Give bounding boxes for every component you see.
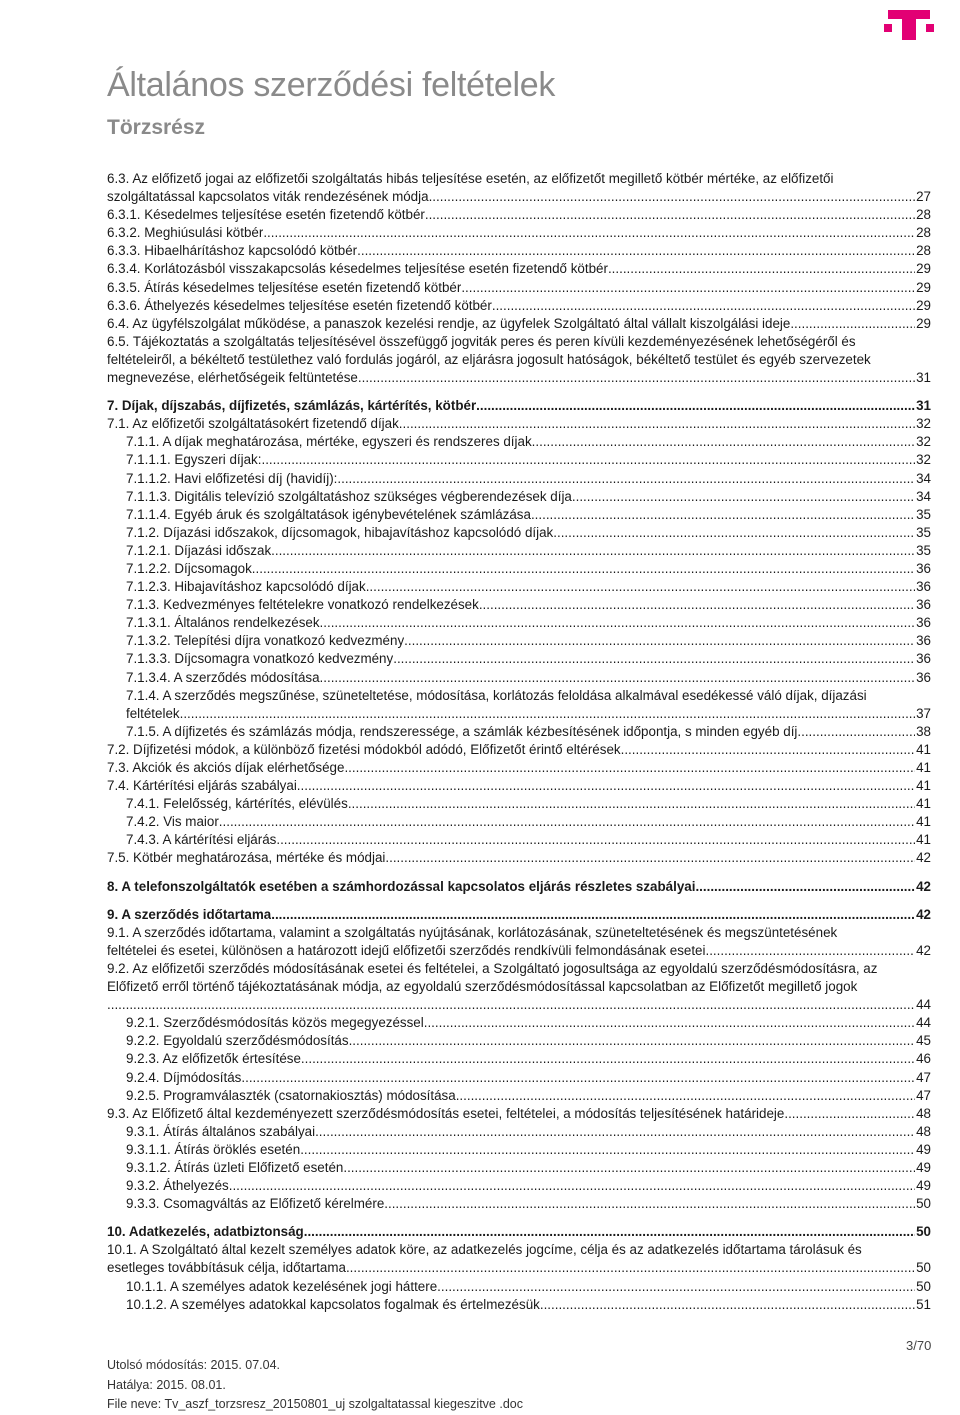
- toc-entry[interactable]: [107, 1195, 931, 1213]
- toc-entry[interactable]: [107, 777, 931, 795]
- toc-page-number: 41: [916, 796, 931, 812]
- toc-leader-dots: [315, 1123, 915, 1141]
- toc-entry-leader-line: [107, 188, 931, 206]
- toc-entry-title: 9.2.4. Díjmódosítás: [126, 1069, 242, 1085]
- toc-entry-leader-line: [107, 849, 931, 867]
- toc-entry[interactable]: [107, 578, 931, 596]
- toc-entry-title: 7.1.2.3. Hibajavításhoz kapcsolódó díjak: [126, 579, 366, 595]
- toc-entry-leader-line: [107, 369, 931, 387]
- toc-entry[interactable]: [107, 1296, 931, 1314]
- toc-entry-title: feltételei és esetei, különösen a határozott idejű előfizetői szerződés rendkívüli felmondásának esetei: [107, 942, 706, 958]
- toc-entry[interactable]: [107, 614, 931, 632]
- toc-leader-dots: [540, 1296, 915, 1314]
- toc-entry[interactable]: [107, 813, 931, 831]
- toc-entry-title: 6.3.2. Meghiúsulási kötbér: [107, 225, 264, 241]
- toc-page-number: 36: [916, 633, 931, 649]
- toc-leader-dots: [429, 188, 916, 206]
- toc-entry-title: 7.4.1. Felelősség, kártérítés, elévülés: [126, 796, 348, 812]
- toc-entry[interactable]: [107, 960, 931, 1014]
- toc-page-number: 28: [916, 207, 931, 223]
- toc-entry-leader-line: [126, 1014, 931, 1032]
- toc-page-number: 47: [916, 1087, 931, 1103]
- toc-entry[interactable]: [107, 206, 931, 224]
- toc-entry-title: 9.2.1. Szerződésmódosítás közös megegyezéssel: [126, 1015, 424, 1031]
- toc-entry-title: 6.3.1. Késedelmes teljesítése esetén fizetendő kötbér: [107, 207, 425, 223]
- toc-entry-title: 7.1.2.2. Díjcsomagok: [126, 560, 252, 576]
- toc-entry-leader-line: [107, 224, 931, 242]
- toc-leader-dots: [276, 831, 915, 849]
- toc-entry[interactable]: [107, 1223, 931, 1241]
- toc-entry-leader-line: [126, 1278, 931, 1296]
- toc-page-number: 41: [916, 760, 931, 775]
- toc-entry-title: 7.3. Akciók és akciós díjak elérhetősége: [107, 760, 345, 775]
- toc-entry-leader-line: [126, 470, 931, 488]
- footer: [107, 1356, 523, 1415]
- toc-page-number: 37: [916, 705, 931, 721]
- toc-entry-leader-line: [107, 260, 931, 278]
- toc-entry-title: 10.1.1. A személyes adatok kezelésének jogi háttere: [126, 1278, 438, 1294]
- toc-entry-leader-line: [126, 1141, 931, 1159]
- toc-page-number: 36: [916, 560, 931, 576]
- toc-page-number: 27: [916, 189, 931, 205]
- toc-entry-title: szolgáltatással kapcsolatos viták rendezésének módja: [107, 189, 429, 205]
- toc-entry-leader-line: [107, 1223, 931, 1241]
- document-subtitle: Törzsrész: [107, 116, 206, 139]
- toc-entry-line: 6.3. Az előfizető jogai az előfizetői szolgáltatás hibás teljesítése esetén, az előfizetőt megillető kötbér mértéke, az előfizetői: [107, 171, 834, 186]
- toc-page-number: 48: [916, 1123, 931, 1139]
- toc-page-number: 41: [916, 778, 931, 794]
- toc-page-number: 29: [916, 297, 931, 313]
- toc-entry[interactable]: [107, 224, 931, 242]
- logo-dot-right: [926, 24, 934, 32]
- toc-entry-title: 6.3.4. Korlátozásból visszakapcsolás késedelmes teljesítése esetén fizetendő kötbér: [107, 261, 608, 277]
- toc-entry-title: 7.1.2.1. Díjazási időszak: [126, 542, 272, 558]
- toc-leader-dots: [476, 397, 915, 415]
- toc-entry-leader-line: [126, 542, 931, 560]
- toc-page-number: 51: [916, 1296, 931, 1312]
- toc-page-number: 38: [916, 723, 931, 739]
- toc-leader-dots: [425, 206, 915, 224]
- toc-leader-dots: [180, 705, 915, 723]
- toc-entry-leader-line: [107, 242, 931, 260]
- toc-entry-title: 9.3.1.1. Átírás öröklés esetén: [126, 1141, 301, 1157]
- toc-entry-title: 7.1.1.3. Digitális televízió szolgáltatáshoz szükséges végberendezések díja: [126, 488, 572, 504]
- toc-leader-dots: [479, 596, 915, 614]
- toc-entry[interactable]: [107, 1050, 931, 1068]
- toc-leader-dots: [343, 1159, 915, 1177]
- toc-entry-leader-line: [126, 795, 931, 813]
- toc-entry-title: 7.1.2. Díjazási időszakok, díjcsomagok, hibajavításhoz kapcsolódó díjak: [126, 524, 554, 540]
- toc-entry-leader-line: [126, 578, 931, 596]
- toc-entry[interactable]: [107, 451, 931, 469]
- toc-entry[interactable]: [107, 506, 931, 524]
- toc-entry[interactable]: [107, 741, 931, 759]
- toc-page-number: 34: [916, 488, 931, 504]
- toc-leader-dots: [320, 614, 916, 632]
- toc-entry-leader-line: [107, 315, 931, 333]
- toc-entry[interactable]: [107, 433, 931, 451]
- toc-page-number: 42: [916, 906, 931, 922]
- toc-entry[interactable]: [107, 1087, 931, 1105]
- toc-leader-dots: [797, 723, 915, 741]
- toc-page-number: 28: [916, 225, 931, 241]
- toc-leader-dots: [219, 813, 915, 831]
- toc-entry-leader-line: [126, 669, 931, 687]
- toc-leader-dots: [608, 260, 915, 278]
- toc-page-number: 31: [916, 398, 931, 414]
- toc-entry-title: 9.3.2. Áthelyezés: [126, 1178, 229, 1194]
- toc-entry[interactable]: [107, 1177, 931, 1195]
- toc-page-number: 42: [916, 942, 931, 958]
- toc-entry[interactable]: [107, 878, 931, 896]
- toc-entry-leader-line: [126, 596, 931, 614]
- toc-page-number: 48: [916, 1105, 931, 1121]
- toc-entry[interactable]: [107, 723, 931, 741]
- toc-entry[interactable]: [107, 1105, 931, 1123]
- toc-page-number: 41: [916, 741, 931, 757]
- toc-entry-title: 7.1.3.3. Díjcsomagra vonatkozó kedvezmény: [126, 651, 394, 667]
- logo-dot-left: [884, 24, 892, 32]
- toc-entry[interactable]: [107, 170, 931, 206]
- toc-entry-title: 9.2.5. Programválaszték (csatornakiosztás) módosítása: [126, 1087, 456, 1103]
- toc-entry-leader-line: [126, 614, 931, 632]
- toc-leader-dots: [404, 632, 915, 650]
- table-of-contents: [107, 170, 931, 1314]
- toc-leader-dots: [784, 1105, 915, 1123]
- toc-leader-dots: [271, 542, 915, 560]
- toc-entry-title: 7.4.2. Vis maior: [126, 814, 219, 830]
- toc-entry-leader-line: [107, 415, 931, 433]
- toc-entry-leader-line: [126, 650, 931, 668]
- toc-entry[interactable]: [107, 1123, 931, 1141]
- toc-entry-leader-line: [126, 451, 931, 469]
- toc-page-number: 29: [916, 261, 931, 277]
- toc-entry-title: 6.3.5. Átírás késedelmes teljesítése esetén fizetendő kötbér: [107, 279, 462, 295]
- toc-page-number: 42: [916, 878, 931, 894]
- toc-leader-dots: [271, 906, 915, 924]
- toc-entry-leader-line: [107, 206, 931, 224]
- toc-leader-dots: [300, 1141, 915, 1159]
- toc-entry-title: 9. A szerződés időtartama: [107, 906, 272, 922]
- toc-entry[interactable]: [107, 397, 931, 415]
- toc-entry-leader-line: [107, 777, 931, 795]
- toc-entry-title: 7.4.3. A kártérítési eljárás: [126, 832, 277, 848]
- toc-page-number: 36: [916, 669, 931, 685]
- toc-leader-dots: [358, 369, 915, 387]
- toc-entry-title: 7.1.5. A díjfizetés és számlázás módja, rendszeressége, a számlák kézbesítésének időpontja, s minden egyéb díj: [126, 723, 798, 739]
- toc-entry[interactable]: [107, 560, 931, 578]
- toc-page-number: 44: [916, 1015, 931, 1031]
- toc-page-number: 34: [916, 470, 931, 486]
- toc-entry-leader-line: [126, 1159, 931, 1177]
- toc-page-number: 35: [916, 524, 931, 540]
- footer-effective: Hatálya: 2015. 08.01.: [107, 1377, 226, 1392]
- toc-entry-title: 8. A telefonszolgáltatók esetében a számhordozással kapcsolatos eljárás részletes szabályai: [107, 878, 696, 894]
- toc-leader-dots: [456, 1087, 915, 1105]
- toc-entry[interactable]: [107, 596, 931, 614]
- toc-entry[interactable]: [107, 1159, 931, 1177]
- toc-leader-dots: [424, 1014, 915, 1032]
- toc-entry-title: 7.5. Kötbér meghatározása, mértéke és módjai: [107, 850, 386, 866]
- toc-entry[interactable]: [107, 1278, 931, 1296]
- toc-page-number: 42: [916, 850, 931, 866]
- toc-entry[interactable]: [107, 1241, 931, 1277]
- toc-leader-dots: [572, 488, 915, 506]
- toc-entry[interactable]: [107, 759, 931, 777]
- toc-page-number: 50: [916, 1260, 931, 1276]
- toc-entry-title: 6.4. Az ügyfélszolgálat működése, a panaszok kezelési rendje, az ügyfelek Szolgáltató által vállalt kiszolgálási ideje: [107, 315, 791, 331]
- toc-entry-leader-line: [126, 560, 931, 578]
- toc-entry[interactable]: [107, 1141, 931, 1159]
- toc-leader-dots: [357, 242, 915, 260]
- toc-entry[interactable]: [107, 687, 931, 723]
- toc-leader-dots: [252, 560, 915, 578]
- toc-entry-leader-line: [107, 279, 931, 297]
- toc-page-number: 47: [916, 1069, 931, 1085]
- toc-entry-line: 6.5. Tájékoztatás a szolgáltatás teljesítésével összefüggő jogviták peres és peren kívüli kezdeményezésének lehetőségéről és: [107, 333, 856, 349]
- toc-page-number: 32: [916, 416, 931, 432]
- toc-entry-title: 9.2.3. Az előfizetők értesítése: [126, 1051, 301, 1067]
- toc-page-number: 32: [916, 434, 931, 450]
- toc-entry-leader-line: [107, 1105, 931, 1123]
- toc-leader-dots: [301, 1050, 915, 1068]
- toc-leader-dots: [241, 1069, 915, 1087]
- toc-entry-leader-line: [126, 1195, 931, 1213]
- toc-leader-dots: [393, 650, 915, 668]
- toc-leader-dots: [532, 433, 915, 451]
- toc-entry[interactable]: [107, 315, 931, 333]
- toc-page-number: 35: [916, 506, 931, 522]
- toc-entry-line: 10.1. A Szolgáltató által kezelt személyes adatok köre, az adatkezelés jogcíme, célja és az adatkezelés időtartama tárolásuk és: [107, 1242, 862, 1258]
- toc-entry-leader-line: [126, 488, 931, 506]
- toc-leader-dots: [337, 470, 915, 488]
- toc-page-number: 35: [916, 542, 931, 558]
- toc-entry-leader-line: [126, 813, 931, 831]
- toc-page-number: 45: [916, 1033, 931, 1049]
- toc-page-number: 28: [916, 243, 931, 259]
- telekom-logo: [876, 2, 940, 42]
- toc-entry[interactable]: [107, 415, 931, 433]
- toc-entry-title: 7.1.3.2. Telepítési díjra vonatkozó kedvezmény: [126, 633, 405, 649]
- toc-entry-leader-line: [126, 1032, 931, 1050]
- toc-entry-title: 6.3.3. Hibaelhárításhoz kapcsolódó kötbér: [107, 243, 358, 259]
- toc-entry-leader-line: [107, 759, 931, 777]
- toc-entry-title: 9.3.1.2. Átírás üzleti Előfizető esetén: [126, 1159, 344, 1175]
- toc-leader-dots: [346, 1259, 915, 1277]
- toc-entry-title: megnevezése, elérhetőségeik feltüntetése: [107, 370, 358, 386]
- toc-entry-leader-line: [126, 1069, 931, 1087]
- toc-entry-title: 7. Díjak, díjszabás, díjfizetés, számlázás, kártérítés, kötbér: [107, 398, 477, 414]
- toc-entry-leader-line: [126, 506, 931, 524]
- toc-entry[interactable]: [107, 470, 931, 488]
- toc-page-number: 44: [916, 997, 931, 1013]
- toc-leader-dots: [461, 279, 915, 297]
- toc-page-number: 41: [916, 832, 931, 848]
- toc-entry[interactable]: [107, 333, 931, 387]
- toc-entry-leader-line: [107, 996, 931, 1014]
- toc-entry-title: 7.1. Az előfizetői szolgáltatásokért fizetendő díjak: [107, 416, 399, 432]
- toc-page-number: 36: [916, 651, 931, 667]
- toc-page-number: 36: [916, 615, 931, 631]
- toc-leader-dots: [320, 669, 916, 687]
- toc-leader-dots: [349, 1032, 916, 1050]
- toc-entry-line: feltételeiről, a békéltető testülethez való fordulás jogáról, az eljárásra jogosult hatóságok, békéltető testület és egyéb szervezetek: [107, 351, 871, 367]
- toc-leader-dots: [297, 777, 915, 795]
- page-number: 3/70: [906, 1338, 932, 1353]
- toc-entry[interactable]: [107, 524, 931, 542]
- toc-entry-title: 7.2. Díjfizetési módok, a különböző fizetési módokból adódó, Előfizetőt érintő eltérések: [107, 741, 621, 757]
- toc-page-number: 46: [916, 1051, 931, 1067]
- toc-entry-line: Előfizető erről történő tájékoztatásának módja, az egyoldalú szerződésmódosítással kapcsolatban az Előfizetőt megillető jogok: [107, 979, 858, 995]
- toc-page-number: 29: [916, 279, 931, 295]
- toc-leader-dots: [384, 1195, 915, 1213]
- toc-entry-leader-line: [107, 741, 931, 759]
- toc-leader-dots: [107, 996, 915, 1014]
- toc-entry-leader-line: [107, 297, 931, 315]
- toc-leader-dots: [261, 451, 915, 469]
- toc-leader-dots: [437, 1278, 915, 1296]
- toc-entry-title: 9.2.2. Egyoldalú szerződésmódosítás: [126, 1033, 349, 1049]
- toc-entry-title: 7.1.1.4. Egyéb áruk és szolgáltatások igénybevételének számlázása: [126, 506, 531, 522]
- toc-entry-title: 7.1.3. Kedvezményes feltételekre vonatkozó rendelkezések: [126, 597, 479, 613]
- toc-entry-title: 7.1.1.1. Egyszeri díjak:: [126, 452, 262, 468]
- toc-entry-leader-line: [126, 1050, 931, 1068]
- toc-entry[interactable]: [107, 1032, 931, 1050]
- toc-entry[interactable]: [107, 831, 931, 849]
- toc-leader-dots: [366, 578, 915, 596]
- toc-leader-dots: [695, 878, 915, 896]
- toc-page-number: 32: [916, 452, 931, 468]
- toc-page-number: 50: [916, 1196, 931, 1212]
- toc-leader-dots: [344, 759, 915, 777]
- footer-modified: Utolsó módosítás: 2015. 07.04.: [107, 1358, 281, 1372]
- toc-entry-leader-line: [126, 632, 931, 650]
- toc-leader-dots: [304, 1223, 915, 1241]
- toc-entry[interactable]: [107, 279, 931, 297]
- toc-leader-dots: [790, 315, 915, 333]
- toc-leader-dots: [229, 1177, 915, 1195]
- toc-entry-leader-line: [107, 942, 931, 960]
- toc-entry-title: 7.4. Kártérítési eljárás szabályai: [107, 778, 297, 794]
- toc-entry[interactable]: [107, 669, 931, 687]
- toc-page-number: 50: [916, 1278, 931, 1294]
- toc-leader-dots: [348, 795, 915, 813]
- toc-leader-dots: [705, 942, 915, 960]
- toc-leader-dots: [621, 741, 916, 759]
- toc-entry-title: 6.3.6. Áthelyezés késedelmes teljesítése esetén fizetendő kötbér: [107, 297, 492, 313]
- toc-entry-title: esetleges továbbításuk célja, időtartama: [107, 1260, 346, 1276]
- toc-entry-leader-line: [126, 1296, 931, 1314]
- logo-stem: [902, 10, 916, 40]
- toc-leader-dots: [492, 297, 915, 315]
- toc-entry-leader-line: [126, 723, 931, 741]
- toc-entry[interactable]: [107, 260, 931, 278]
- toc-leader-dots: [531, 506, 915, 524]
- toc-entry[interactable]: [107, 795, 931, 813]
- toc-page-number: 31: [916, 370, 931, 386]
- toc-page-number: 36: [916, 579, 931, 595]
- toc-entry[interactable]: [107, 924, 931, 960]
- toc-entry[interactable]: [107, 297, 931, 315]
- toc-entry-line: 9.2. Az előfizetői szerződés módosításának esetei és feltételei, a Szolgáltató jogosultsága az egyoldalú szerződésmódosításra, az: [107, 960, 878, 976]
- toc-entry-leader-line: [126, 1123, 931, 1141]
- toc-page-number: 49: [916, 1141, 931, 1157]
- toc-entry-title: 9.3.1. Átírás általános szabályai: [126, 1123, 316, 1139]
- toc-entry-leader-line: [107, 878, 931, 896]
- toc-entry-line: 7.1.4. A szerződés megszűnése, szüneteltetése, módosítása, korlátozás feloldása alkalmával esedékessé váló díjak, díjazási: [126, 687, 867, 703]
- toc-entry[interactable]: [107, 906, 931, 924]
- toc-entry[interactable]: [107, 542, 931, 560]
- toc-entry-title: 7.1.1. A díjak meghatározása, mértéke, egyszeri és rendszeres díjak: [126, 434, 532, 450]
- toc-page-number: 49: [916, 1178, 931, 1194]
- toc-entry-title: feltételek: [126, 705, 180, 721]
- toc-entry-title: 9.3.3. Csomagváltás az Előfizető kérelmére: [126, 1196, 385, 1212]
- toc-entry[interactable]: [107, 632, 931, 650]
- toc-entry[interactable]: [107, 650, 931, 668]
- footer-filename: File neve: Tv_aszf_torzsresz_20150801_uj szolgaltatassal kiegeszitve .doc: [107, 1397, 523, 1411]
- toc-entry-title: 9.3. Az Előfizető által kezdeményezett szerződésmódosítás esetei, feltételei, a módosítás teljesítésének határideje: [107, 1105, 785, 1121]
- toc-entry-leader-line: [126, 1087, 931, 1105]
- document-title: Általános szerződési feltételek: [107, 66, 556, 104]
- toc-entry-leader-line: [126, 705, 931, 723]
- toc-leader-dots: [399, 415, 915, 433]
- toc-page-number: 29: [916, 315, 931, 331]
- toc-leader-dots: [385, 849, 915, 867]
- toc-entry[interactable]: [107, 242, 931, 260]
- toc-entry-leader-line: [126, 831, 931, 849]
- toc-entry-title: 10. Adatkezelés, adatbiztonság: [107, 1224, 304, 1240]
- toc-entry-leader-line: [107, 1259, 931, 1277]
- toc-page-number: 49: [916, 1159, 931, 1175]
- toc-entry-leader-line: [107, 906, 931, 924]
- toc-entry[interactable]: [107, 1069, 931, 1087]
- toc-page-number: 50: [916, 1224, 931, 1240]
- toc-entry[interactable]: [107, 488, 931, 506]
- toc-entry-title: 7.1.1.2. Havi előfizetési díj (havidíj):: [126, 470, 338, 486]
- toc-entry-title: 10.1.2. A személyes adatokkal kapcsolatos fogalmak és értelmezésük: [126, 1296, 540, 1312]
- toc-leader-dots: [263, 224, 915, 242]
- toc-entry[interactable]: [107, 1014, 931, 1032]
- toc-page-number: 36: [916, 597, 931, 613]
- toc-entry[interactable]: [107, 849, 931, 867]
- toc-page-number: 41: [916, 814, 931, 830]
- toc-entry-title: 7.1.3.1. Általános rendelkezések: [126, 615, 320, 631]
- toc-leader-dots: [553, 524, 915, 542]
- toc-entry-leader-line: [126, 524, 931, 542]
- toc-entry-leader-line: [107, 397, 931, 415]
- toc-entry-leader-line: [126, 1177, 931, 1195]
- toc-entry-leader-line: [126, 433, 931, 451]
- toc-entry-title: 7.1.3.4. A szerződés módosítása: [126, 669, 320, 685]
- toc-entry-line: 9.1. A szerződés időtartama, valamint a szolgáltatás nyújtásának, korlátozásának, szüneteltetésének és megszüntetésének: [107, 924, 838, 940]
